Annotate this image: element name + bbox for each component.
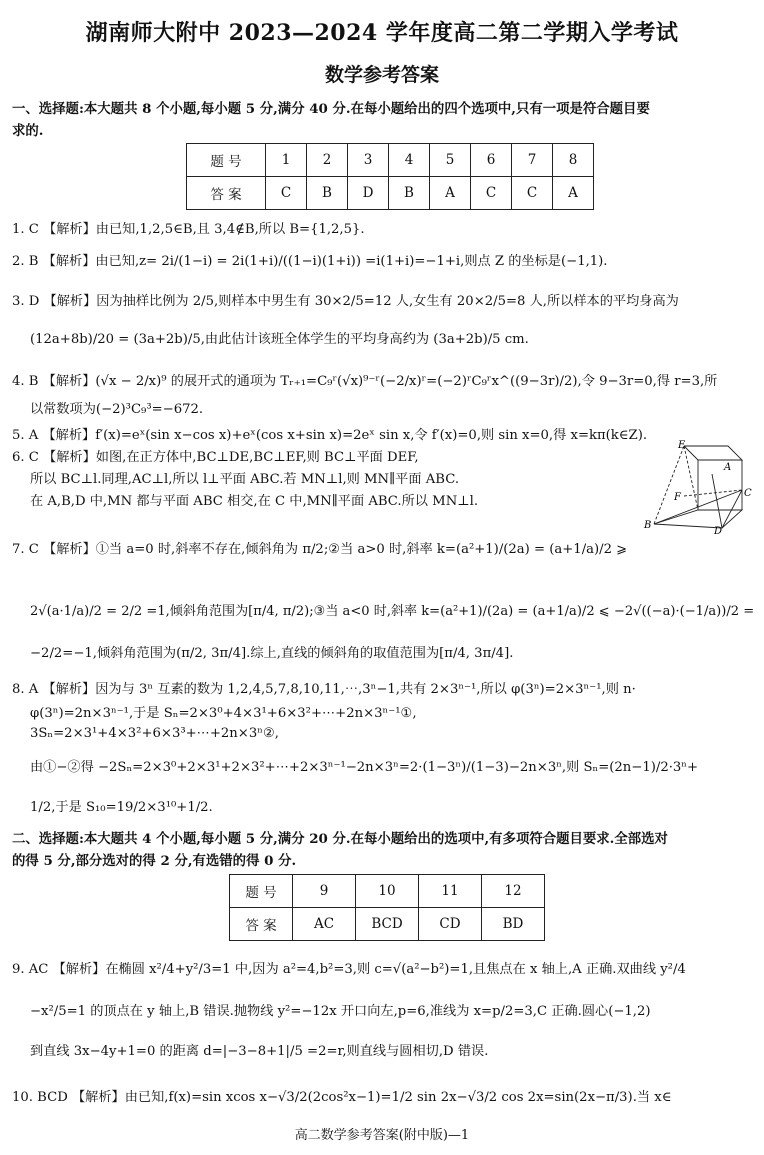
figure-label: D [714, 526, 723, 534]
answer-cell: AC [293, 908, 356, 941]
section1-heading-cont: 求的. [12, 123, 44, 139]
question-number-cell: 10 [356, 875, 419, 908]
page-footer: 高二数学参考答案(附中版)—1 [294, 1128, 470, 1143]
table-header-cell: 答 案 [187, 177, 266, 210]
question-number-cell: 4 [389, 144, 430, 177]
cube-edge [654, 446, 684, 524]
solution-q9-cont: −x²/5=1 的顶点在 y 轴上,B 错误.抛物线 y²=−12x 开口向左,p=6,准线为 x=p/2=3,C 正确.圆心(−1,2) [30, 1004, 651, 1019]
answer-cell: A [553, 177, 594, 210]
solution-q8: 8. A 【解析】因为与 3ⁿ 互素的数为 1,2,4,5,7,8,10,11,⋯,3ⁿ−1,共有 2×3ⁿ⁻¹,所以 φ(3ⁿ)=2×3ⁿ⁻¹,则 n· [12, 682, 636, 697]
solution-q7: 7. C 【解析】①当 a=0 时,斜率不存在,倾斜角为 π/2;②当 a>0 时,斜率 k=(a²+1)/(2a) = (a+1/a)/2 ⩾ [12, 542, 628, 557]
solution-q9-cont2: 到直线 3x−4y+1=0 的距离 d=|−3−8+1|/5 =2=r,则直线与圆相切,D 错误. [30, 1044, 489, 1059]
solution-q8-cont2: 3Sₙ=2×3¹+4×3²+6×3³+⋯+2n×3ⁿ②, [30, 726, 279, 741]
question-number-cell: 7 [512, 144, 553, 177]
question-number-cell: 3 [348, 144, 389, 177]
solution-q3-cont: (12a+8b)/20 = (3a+2b)/5,由此估计该班全体学生的平均身高约为 (3a+2b)/5 cm. [30, 332, 529, 347]
figure-label: F [674, 492, 681, 503]
question-number-cell: 9 [293, 875, 356, 908]
section1-heading: 一、选择题:本大题共 8 个小题,每小题 5 分,满分 40 分.在每小题给出的四个选项中,只有一项是符合题目要 [12, 101, 650, 117]
solution-q8-cont4: 1/2,于是 S₁₀=19/2×3¹⁰+1/2. [30, 800, 213, 815]
solution-q1: 1. C 【解析】由已知,1,2,5∈B,且 3,4∉B,所以 B={1,2,5}. [12, 222, 365, 237]
solution-q4-cont: 以常数项为(−2)³C₉³=−672. [30, 402, 204, 417]
answer-cell: D [348, 177, 389, 210]
answer-cell: BD [482, 908, 545, 941]
solution-q2: 2. B 【解析】由已知,z= 2i/(1−i) = 2i(1+i)/((1−i)(1+i)) =i(1+i)=−1+i,则点 Z 的坐标是(−1,1). [12, 254, 608, 269]
page-title: 湖南师大附中 2023—2024 学年度高二第二学期入学考试 [85, 20, 679, 46]
solution-q9: 9. AC 【解析】在椭圆 x²/4+y²/3=1 中,因为 a²=4,b²=3,则 c=√(a²−b²)=1,且焦点在 x 轴上,A 正确.双曲线 y²/4 [12, 962, 686, 977]
question-number-cell: 6 [471, 144, 512, 177]
question-number-cell: 12 [482, 875, 545, 908]
answer-cell: B [389, 177, 430, 210]
answer-cell: BCD [356, 908, 419, 941]
solution-q10: 10. BCD 【解析】由已知,f(x)=sin xcos x−√3/2(2cos²x−1)=1/2 sin 2x−√3/2 cos 2x=sin(2x−π/3).当 x∈ [12, 1090, 672, 1105]
solution-q8-cont: φ(3ⁿ)=2n×3ⁿ⁻¹,于是 Sₙ=2×3⁰+4×3¹+6×3²+⋯+2n×3ⁿ⁻¹①, [30, 706, 417, 721]
solution-q7-cont: 2√(a·1/a)/2 = 2/2 =1,倾斜角范围为[π/4, π/2);③当 a<0 时,斜率 k=(a²+1)/(2a) = (a+1/a)/2 ⩽ −2√((−a)·(−1/a))/2 = [30, 604, 755, 619]
table-header-cell: 答 案 [230, 908, 293, 941]
table-row [230, 875, 545, 908]
answer-table-1 [186, 143, 594, 210]
answer-cell: CD [419, 908, 482, 941]
solution-q8-cont3: 由①−②得 −2Sₙ=2×3⁰+2×3¹+2×3²+⋯+2×3ⁿ⁻¹−2n×3ⁿ=2·(1−3ⁿ)/(1−3)−2n×3ⁿ,则 Sₙ=(2n−1)/2·3ⁿ+ [30, 760, 699, 775]
table-header-cell: 题 号 [187, 144, 266, 177]
page-subtitle: 数学参考答案 [324, 64, 439, 86]
solution-q6: 6. C 【解析】如图,在正方体中,BC⊥DE,BC⊥EF,则 BC⊥平面 DEF, [12, 450, 419, 465]
figure-label: B [644, 520, 652, 531]
question-number-cell: 8 [553, 144, 594, 177]
figure-label: E [678, 440, 686, 451]
question-number-cell: 1 [266, 144, 307, 177]
section2-heading-cont: 的得 5 分,部分选对的得 2 分,有选错的得 0 分. [12, 853, 297, 869]
cube-figure [640, 438, 752, 534]
question-number-cell: 11 [419, 875, 482, 908]
figure-label: A [724, 462, 732, 473]
answer-cell: C [512, 177, 553, 210]
answer-cell: A [430, 177, 471, 210]
answer-cell: C [471, 177, 512, 210]
solution-q6-cont: 所以 BC⊥l.同理,AC⊥l,所以 l⊥平面 ABC.若 MN⊥l,则 MN∥平面 ABC. [30, 472, 460, 487]
solution-q6-cont2: 在 A,B,D 中,MN 都与平面 ABC 相交,在 C 中,MN∥平面 ABC.所以 MN⊥l. [30, 494, 479, 509]
solution-q4: 4. B 【解析】(√x − 2/x)⁹ 的展开式的通项为 Tᵣ₊₁=C₉ʳ(√x)⁹⁻ʳ(−2/x)ʳ=(−2)ʳC₉ʳx^((9−3r)/2),令 9−3r=0,得 r=3,所 [12, 374, 718, 389]
question-number-cell: 2 [307, 144, 348, 177]
table-header-cell: 题 号 [230, 875, 293, 908]
cube-edge [684, 446, 698, 510]
cube-edge [684, 446, 742, 460]
answer-cell: C [266, 177, 307, 210]
question-number-cell: 5 [430, 144, 471, 177]
answer-table-2 [229, 874, 545, 941]
solution-q7-cont2: −2/2=−1,倾斜角范围为(π/2, 3π/4].综上,直线的倾斜角的取值范围为[π/4, 3π/4]. [30, 646, 514, 661]
figure-label: C [744, 488, 752, 499]
table-row [230, 908, 545, 941]
table-row [187, 177, 594, 210]
table-row [187, 144, 594, 177]
solution-q3: 3. D 【解析】因为抽样比例为 2/5,则样本中男生有 30×2/5=12 人,女生有 20×2/5=8 人,所以样本的平均身高为 [12, 294, 679, 309]
answer-cell: B [307, 177, 348, 210]
section2-heading: 二、选择题:本大题共 4 个小题,每小题 5 分,满分 20 分.在每小题给出的选项中,有多项符合题目要求.全部选对 [12, 831, 668, 847]
plane-line [722, 490, 742, 528]
solution-q5: 5. A 【解析】f′(x)=eˣ(sin x−cos x)+eˣ(cos x+sin x)=2eˣ sin x,令 f′(x)=0,则 sin x=0,得 x=kπ(k∈Z). [12, 428, 648, 443]
